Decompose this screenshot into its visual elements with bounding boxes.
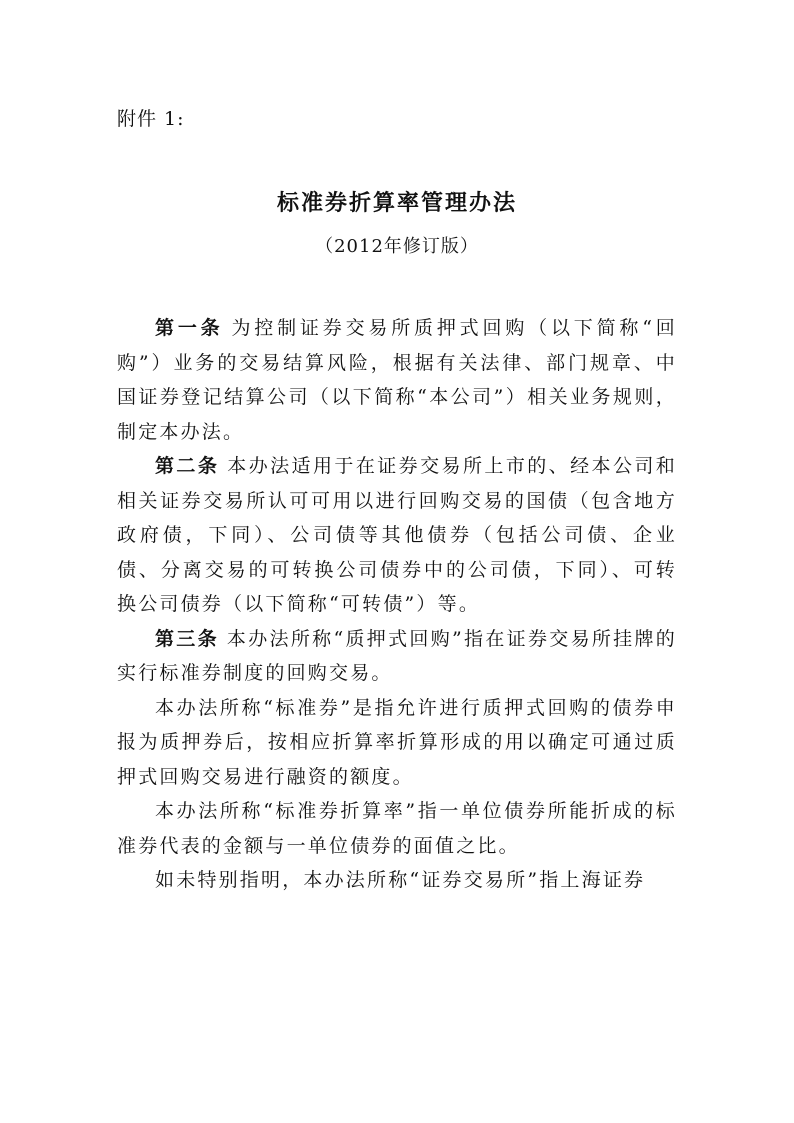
article-1-paragraph — [117, 311, 677, 449]
article-text: 本办法适用于在证券交易所上市的、经本公司和相关证券交易所认可可用以进行回购交易的国债（包含地方政府债，下同）、公司债等其他债券（包括公司债、企业债、分离交易的可转换公司债券中的公司债，下同）、可转换公司债券（以下简称“可转债”）等。 — [117, 455, 677, 615]
article-text: 为控制证券交易所质押式回购（以下简称“回购”）业务的交易结算风险，根据有关法律、部门规章、中国证券登记结算公司（以下简称“本公司”）相关业务规则，制定本办法。 — [117, 317, 677, 443]
article-heading: 第二条 — [155, 455, 220, 477]
article-text: 本办法所称“质押式回购”指在证券交易所挂牌的实行标准券制度的回购交易。 — [117, 627, 677, 684]
definition-exchange-paragraph — [117, 863, 677, 898]
paragraph-text: 本办法所称“标准券折算率”指一单位债券所能折成的标准券代表的金额与一单位债券的面值之比。 — [117, 800, 677, 857]
document-subtitle: （2012年修订版） — [315, 236, 479, 257]
article-2-paragraph — [117, 449, 677, 622]
document-title: 标准券折算率管理办法 — [276, 190, 517, 216]
article-3-paragraph — [117, 622, 677, 691]
paragraph-text: 本办法所称“标准券”是指允许进行质押式回购的债券申报为质押券后，按相应折算率折算形成的用以确定可通过质押式回购交易进行融资的额度。 — [117, 696, 677, 788]
definition-conversion-rate-paragraph — [117, 794, 677, 863]
paragraph-text: 如未特别指明，本办法所称“证券交易所”指上海证券 — [155, 869, 646, 891]
definition-standard-bond-paragraph — [117, 691, 677, 795]
document-body — [117, 311, 677, 898]
attachment-label: 附件 1: — [117, 108, 185, 130]
article-heading: 第三条 — [155, 627, 219, 650]
article-heading: 第一条 — [155, 317, 224, 339]
